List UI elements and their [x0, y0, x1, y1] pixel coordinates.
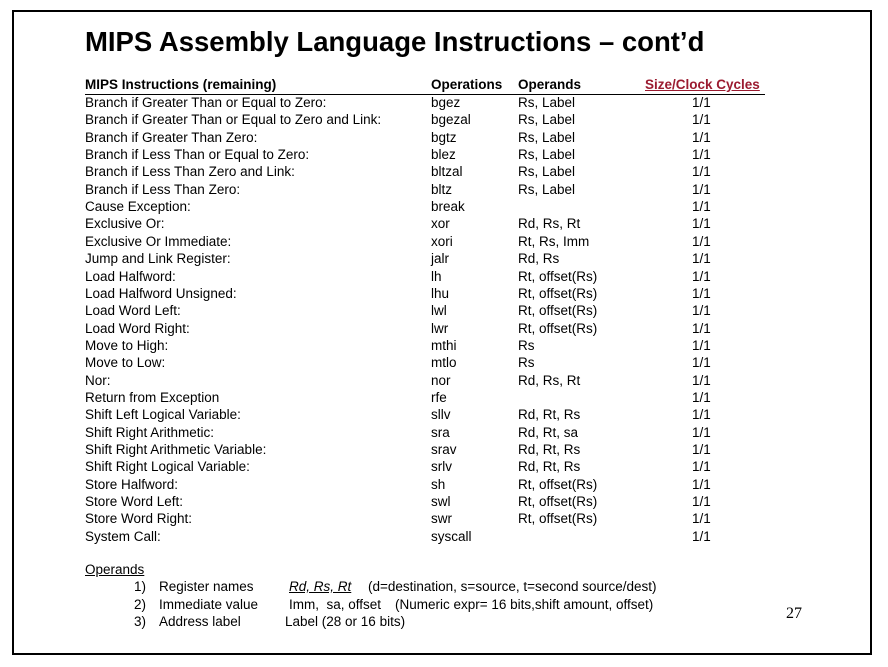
operands-cell: Rs, Label [518, 95, 576, 110]
operation-mnemonic: bgezal [431, 112, 471, 128]
operand-item-desc: (Numeric expr= 16 bits,shift amount, offset) [395, 597, 654, 612]
operation-mnemonic: lwr [431, 320, 449, 336]
cycles-cell: 1/1 [692, 511, 711, 527]
instruction-name: Shift Right Arithmetic Variable: [85, 442, 267, 457]
operands-cell: Rt, offset(Rs) [518, 476, 598, 492]
operation-mnemonic: mthi [431, 337, 457, 353]
operation-mnemonic: srav [431, 442, 457, 457]
instruction-name: Shift Right Logical Variable: [85, 459, 250, 475]
operands-cell: Rt, offset(Rs) [518, 268, 598, 284]
operands-cell: Rs [518, 337, 535, 353]
header-operations: Operations [431, 77, 503, 92]
operation-mnemonic: break [431, 199, 465, 215]
instruction-name: Shift Right Arithmetic: [85, 424, 215, 440]
cycles-cell: 1/1 [692, 442, 711, 457]
operands-cell: Rt, offset(Rs) [518, 303, 598, 319]
cycles-cell: 1/1 [692, 251, 711, 267]
operation-mnemonic: xori [431, 233, 453, 249]
operation-mnemonic: bgez [431, 95, 461, 110]
cycles-cell: 1/1 [692, 181, 711, 197]
cycles-cell: 1/1 [692, 424, 711, 440]
cycles-cell: 1/1 [692, 233, 711, 249]
operation-mnemonic: srlv [431, 459, 452, 475]
cycles-cell: 1/1 [692, 129, 711, 145]
operation-mnemonic: sra [431, 424, 450, 440]
cycles-cell: 1/1 [692, 355, 711, 371]
instruction-name: Store Halfword: [85, 476, 179, 492]
operand-item-desc: (d=destination, s=source, t=second source/dest) [368, 579, 657, 594]
operands-cell: Rt, Rs, Imm [518, 233, 590, 249]
cycles-cell: 1/1 [692, 147, 711, 163]
cycles-cell: 1/1 [692, 95, 711, 110]
operand-item-example: Imm, sa, offset [289, 597, 382, 612]
instruction-name: Load Word Right: [85, 320, 190, 336]
operand-item-number: 3) [134, 614, 147, 629]
instruction-name: Branch if Less Than Zero and Link: [85, 164, 295, 180]
cycles-cell: 1/1 [692, 389, 711, 405]
instruction-name: Branch if Greater Than or Equal to Zero: [85, 95, 327, 110]
operands-cell: Rd, Rs, Rt [518, 372, 581, 388]
instruction-name: Return from Exception [85, 389, 220, 405]
instruction-name: Branch if Less Than Zero: [85, 181, 241, 197]
instruction-name: Load Word Left: [85, 303, 181, 319]
operation-mnemonic: nor [431, 372, 451, 388]
cycles-cell: 1/1 [692, 372, 711, 388]
instruction-name: Branch if Greater Than or Equal to Zero and Link: [85, 112, 382, 128]
operand-item-label: Register names [159, 579, 254, 594]
operation-mnemonic: rfe [431, 389, 447, 405]
cycles-cell: 1/1 [692, 164, 711, 180]
operation-mnemonic: lhu [431, 285, 450, 301]
cycles-cell: 1/1 [692, 476, 711, 492]
instruction-name: Exclusive Or: [85, 216, 165, 232]
instruction-name: Cause Exception: [85, 199, 191, 215]
header-cycles: Size/Clock Cycles [645, 77, 760, 92]
operand-item-number: 1) [134, 579, 147, 594]
operands-cell: Rd, Rt, sa [518, 424, 579, 440]
operation-mnemonic: swr [431, 511, 452, 527]
operands-cell: Rs, Label [518, 112, 576, 128]
operands-cell: Rs [518, 355, 535, 371]
cycles-cell: 1/1 [692, 337, 711, 353]
operands-cell: Rd, Rt, Rs [518, 459, 581, 475]
cycles-cell: 1/1 [692, 320, 711, 336]
operation-mnemonic: swl [431, 494, 451, 510]
operation-mnemonic: mtlo [431, 355, 457, 371]
operation-mnemonic: xor [431, 216, 450, 232]
instruction-name: Move to Low: [85, 355, 166, 371]
cycles-cell: 1/1 [692, 285, 711, 301]
instruction-name: Branch if Greater Than Zero: [85, 129, 258, 145]
cycles-cell: 1/1 [692, 216, 711, 232]
operands-cell: Rs, Label [518, 147, 576, 163]
instruction-name: Load Halfword Unsigned: [85, 285, 237, 301]
operation-mnemonic: bgtz [431, 129, 457, 145]
cycles-cell: 1/1 [692, 528, 711, 544]
operand-item-label: Immediate value [159, 597, 259, 612]
operands-cell: Rd, Rs [518, 251, 560, 267]
cycles-cell: 1/1 [692, 199, 711, 215]
operation-mnemonic: bltzal [431, 164, 463, 180]
instruction-name: Branch if Less Than or Equal to Zero: [85, 147, 310, 163]
slide-title: MIPS Assembly Language Instructions – cont’d [85, 26, 705, 57]
operation-mnemonic: lwl [431, 303, 447, 319]
cycles-cell: 1/1 [692, 112, 711, 128]
instruction-name: Store Word Right: [85, 511, 193, 527]
operands-cell: Rs, Label [518, 164, 576, 180]
instruction-name: Exclusive Or Immediate: [85, 233, 232, 249]
operand-item-label: Address label [159, 614, 241, 629]
operation-mnemonic: sllv [431, 407, 451, 423]
operand-item-example: Label (28 or 16 bits) [285, 614, 406, 629]
operands-cell: Rt, offset(Rs) [518, 285, 598, 301]
operation-mnemonic: syscall [431, 528, 472, 544]
operands-cell: Rt, offset(Rs) [518, 511, 598, 527]
instruction-name: Shift Left Logical Variable: [85, 407, 241, 423]
operands-cell: Rd, Rt, Rs [518, 407, 581, 423]
operand-item-number: 2) [134, 597, 147, 612]
instruction-name: Load Halfword: [85, 268, 176, 284]
operands-cell: Rd, Rs, Rt [518, 216, 581, 232]
operands-title: Operands [85, 562, 145, 577]
instruction-name: System Call: [85, 528, 161, 544]
instruction-name: Jump and Link Register: [85, 251, 231, 267]
operation-mnemonic: jalr [431, 251, 450, 267]
cycles-cell: 1/1 [692, 494, 711, 510]
page-number: 27 [786, 605, 802, 622]
header-instructions: MIPS Instructions (remaining) [85, 77, 277, 92]
operands-cell: Rd, Rt, Rs [518, 442, 581, 457]
operands-cell: Rs, Label [518, 181, 576, 197]
operands-cell: Rs, Label [518, 129, 576, 145]
operation-mnemonic: blez [431, 147, 456, 163]
cycles-cell: 1/1 [692, 407, 711, 423]
cycles-cell: 1/1 [692, 459, 711, 475]
instruction-name: Nor: [85, 372, 111, 388]
operation-mnemonic: bltz [431, 181, 453, 197]
header-operands: Operands [518, 77, 582, 92]
cycles-cell: 1/1 [692, 303, 711, 319]
operation-mnemonic: lh [431, 268, 442, 284]
operands-cell: Rt, offset(Rs) [518, 494, 598, 510]
instruction-name: Move to High: [85, 337, 169, 353]
cycles-cell: 1/1 [692, 268, 711, 284]
operand-item-example: Rd, Rs, Rt [289, 579, 352, 594]
instruction-name: Store Word Left: [85, 494, 184, 510]
operation-mnemonic: sh [431, 476, 446, 492]
operands-cell: Rt, offset(Rs) [518, 320, 598, 336]
